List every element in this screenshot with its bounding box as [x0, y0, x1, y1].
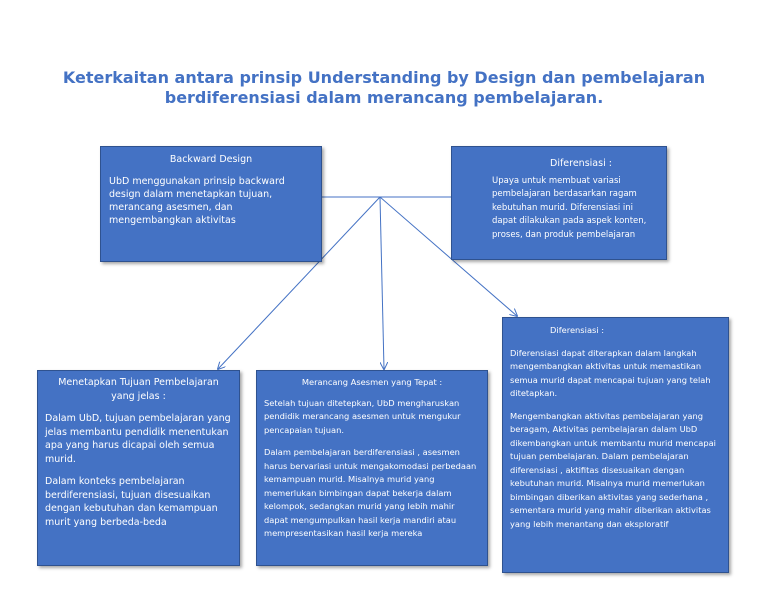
box-heading: Menetapkan Tujuan Pembelajaran yang jelas :	[58, 377, 219, 402]
title-line-1: Keterkaitan antara prinsip Understanding by Design dan pembelajaran	[62, 68, 706, 87]
box-diferensiasi-definition	[451, 146, 667, 260]
box-paragraph-1: Setelah tujuan ditetepkan, UbD mengharuskan pendidik merancang asesmen untuk mengukur pencapaian tujuan.	[264, 397, 461, 435]
box-paragraph-1: Diferensiasi dapat diterapkan dalam langkah mengembangkan aktivitas untuk memastikan semua murid dapat mencapai tujuan yang telah ditetapkan.	[510, 347, 711, 398]
box-paragraph-2: Dalam pembelajaran berdiferensiasi , asesmen harus bervariasi untuk mengakomodasi perbedaan kemampuan murid. Misalnya murid yang memerlukan bimbingan dapat bekerja dalam kelompok, sedangkan murid yang lebih mahir dapat mengumpulkan hasil kerja mandiri atau mempresentasikan hasil kerja mereka	[264, 447, 477, 538]
box-menetapkan-tujuan	[37, 370, 240, 566]
box-body: Upaya untuk membuat variasi pembelajaran berdasarkan ragam kebutuhan murid. Diferensiasi ini dapat dilakukan pada aspek konten, proses, dan produk pembelajaran	[492, 175, 647, 240]
box-paragraph-1: Dalam UbD, tujuan pembelajaran yang jelas membantu pendidik menentukan apa yang harus dicapai oleh semua murid.	[45, 413, 231, 465]
box-heading: Merancang Asesmen yang Tepat :	[301, 377, 443, 387]
box-merancang-asesmen	[256, 370, 488, 566]
box-heading: Diferensiasi :	[550, 158, 612, 169]
box-paragraph-2: Dalam konteks pembelajaran berdiferensiasi, tujuan disesuaikan dengan kebutuhan dan kemampuan murit yang berbeda-beda	[45, 476, 218, 528]
arrow-to-asesmen	[380, 197, 384, 369]
box-body: UbD menggunakan prinsip backward design dalam menetapkan tujuan, merancang asesmen, dan mengembangkan aktivitas	[109, 176, 285, 226]
box-diferensiasi-aktivitas	[502, 317, 729, 573]
title-line-2: berdiferensiasi dalam merancang pembelajaran.	[164, 88, 604, 107]
box-paragraph-2: Mengembangkan aktivitas pembelajaran yang beragam, Aktivitas pembelajaran dalam UbD dikembangkan untuk membantu murid mencapai tujuan pembelajaran. Dalam pembelajaran diferensiasi , aktifitas disesuaikan dengan kebutuhan murid. Misalnya murid memerlukan bimbingan diberikan aktivitas yang sederhana , sementara murid yang mahir diberikan aktivitas yang lebih menantang dan eksploratif	[510, 410, 716, 529]
box-backward-design	[100, 146, 322, 262]
box-heading: Backward Design	[169, 154, 253, 165]
box-heading: Diferensiasi :	[550, 325, 605, 335]
